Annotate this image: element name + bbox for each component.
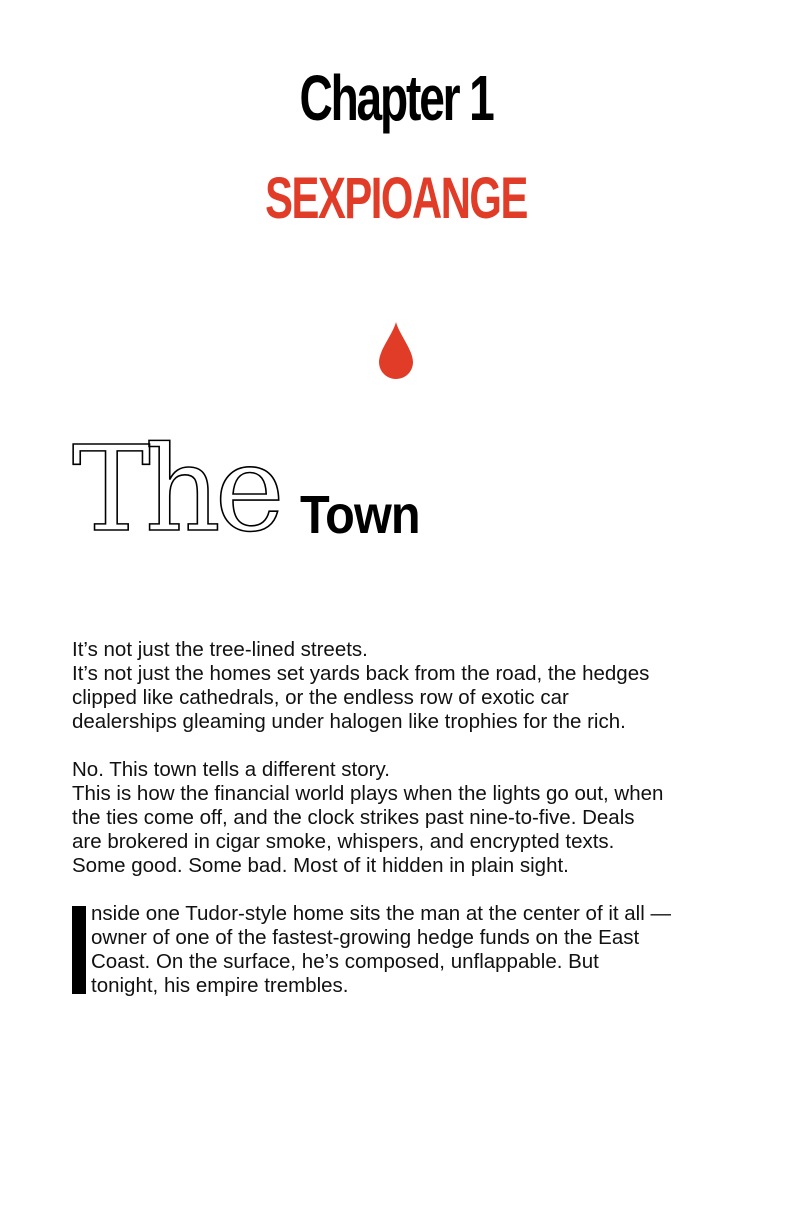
chapter-subtitle: SEXPIOANGE	[265, 166, 527, 231]
paragraph-line: nside one Tudor-style home sits the man at the center of it all —	[91, 902, 671, 925]
heading-the: The	[72, 420, 279, 558]
paragraph-line: dealerships gleaming under halogen like trophies for the rich.	[72, 710, 626, 733]
dropcap-letter	[72, 906, 86, 994]
dropcap-text	[72, 906, 73, 907]
paragraph-2	[72, 758, 732, 878]
chapter-title: Chapter 1	[299, 62, 493, 134]
paragraph-line: This is how the financial world plays when the lights go out, when	[72, 782, 664, 805]
paragraph-line: It’s not just the tree-lined streets.	[72, 638, 368, 661]
paragraph-line: No. This town tells a different story.	[72, 758, 390, 781]
paragraph-line: are brokered in cigar smoke, whispers, and encrypted texts.	[72, 830, 615, 853]
paragraph-line: owner of one of the fastest-growing hedge funds on the East	[91, 926, 640, 949]
paragraph-line: Coast. On the surface, he’s composed, unflappable. But	[91, 950, 599, 973]
paragraph-1	[72, 638, 732, 734]
heading-town: Town	[300, 485, 420, 545]
paragraph-line: the ties come off, and the clock strikes past nine-to-five. Deals	[72, 806, 635, 829]
blood-drop-icon	[377, 320, 415, 380]
section-heading	[72, 420, 572, 558]
paragraph-line: clipped like cathedrals, or the endless row of exotic car	[72, 686, 569, 709]
paragraph-line: tonight, his empire trembles.	[91, 974, 349, 997]
paragraph-line: It’s not just the homes set yards back from the road, the hedges	[72, 662, 650, 685]
paragraph-3	[91, 902, 731, 998]
paragraph-line: Some good. Some bad. Most of it hidden in plain sight.	[72, 854, 569, 877]
